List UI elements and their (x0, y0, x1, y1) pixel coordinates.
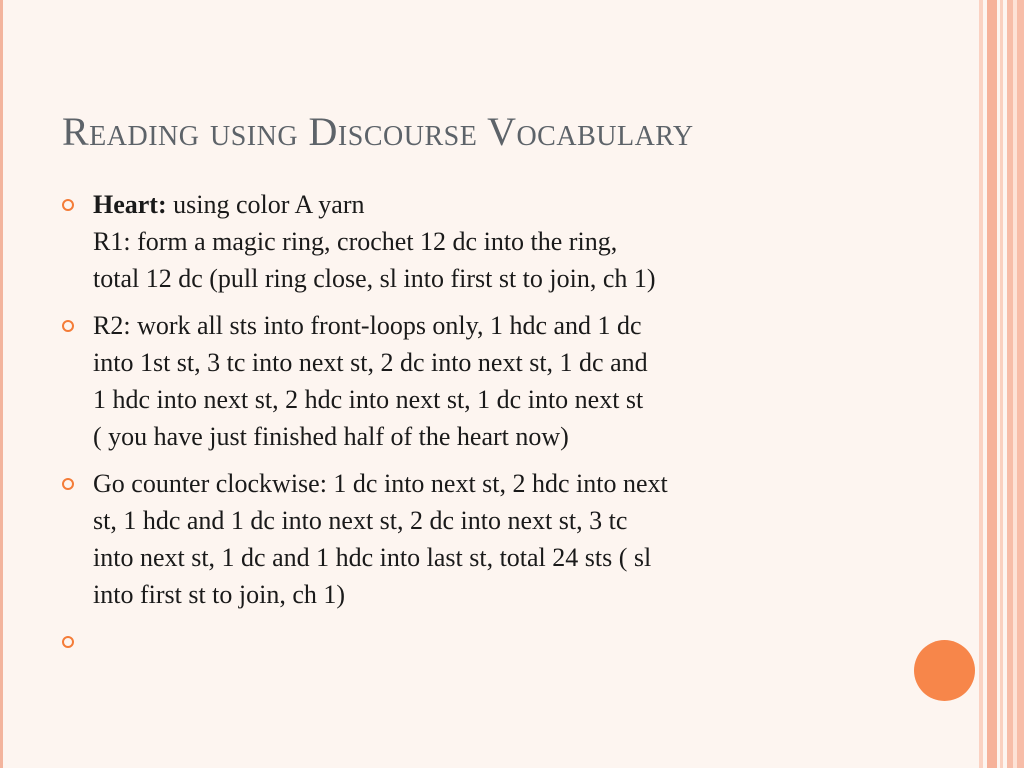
decorative-stripe (979, 0, 983, 768)
bullet-line: into 1st st, 3 tc into next st, 2 dc into next st, 1 dc and (93, 348, 648, 377)
decorative-circle (914, 640, 975, 701)
bullet-icon (62, 320, 74, 332)
left-border (0, 0, 3, 768)
bullet-icon (62, 199, 74, 211)
bullet-line (93, 186, 902, 223)
bullet-line: R1: form a magic ring, crochet 12 dc into the ring, (93, 227, 618, 256)
bullet-line: 1 hdc into next st, 2 hdc into next st, 1 dc into next st (93, 385, 644, 414)
bullet-line: ( you have just finished half of the heart now) (93, 422, 569, 451)
bullet-text: using color A yarn (166, 190, 365, 219)
bullet-item (62, 465, 902, 613)
slide-title: Reading using Discourse Vocabulary (62, 109, 694, 154)
bullet-line: into first st to join, ch 1) (93, 580, 346, 609)
bullet-item (62, 307, 902, 455)
bullet-line: into next st, 1 dc and 1 hdc into last st, total 24 sts ( sl (93, 543, 652, 572)
bullet-line: Go counter clockwise: 1 dc into next st, 2 hdc into next (93, 469, 668, 498)
decorative-stripe (987, 0, 997, 768)
decorative-stripe (1000, 0, 1003, 768)
bullet-icon (62, 478, 74, 490)
bullet-icon (62, 636, 74, 648)
bullet-line: total 12 dc (pull ring close, sl into first st to join, ch 1) (93, 264, 656, 293)
bullet-line (93, 623, 902, 660)
bullet-item (62, 186, 902, 297)
bullet-label: Heart: (93, 190, 167, 219)
bullet-list (62, 186, 902, 670)
bullet-line: R2: work all sts into front-loops only, 1 hdc and 1 dc (93, 311, 642, 340)
decorative-stripe (1013, 0, 1017, 768)
bullet-line: st, 1 hdc and 1 dc into next st, 2 dc into next st, 3 tc (93, 506, 628, 535)
bullet-item (62, 623, 902, 660)
